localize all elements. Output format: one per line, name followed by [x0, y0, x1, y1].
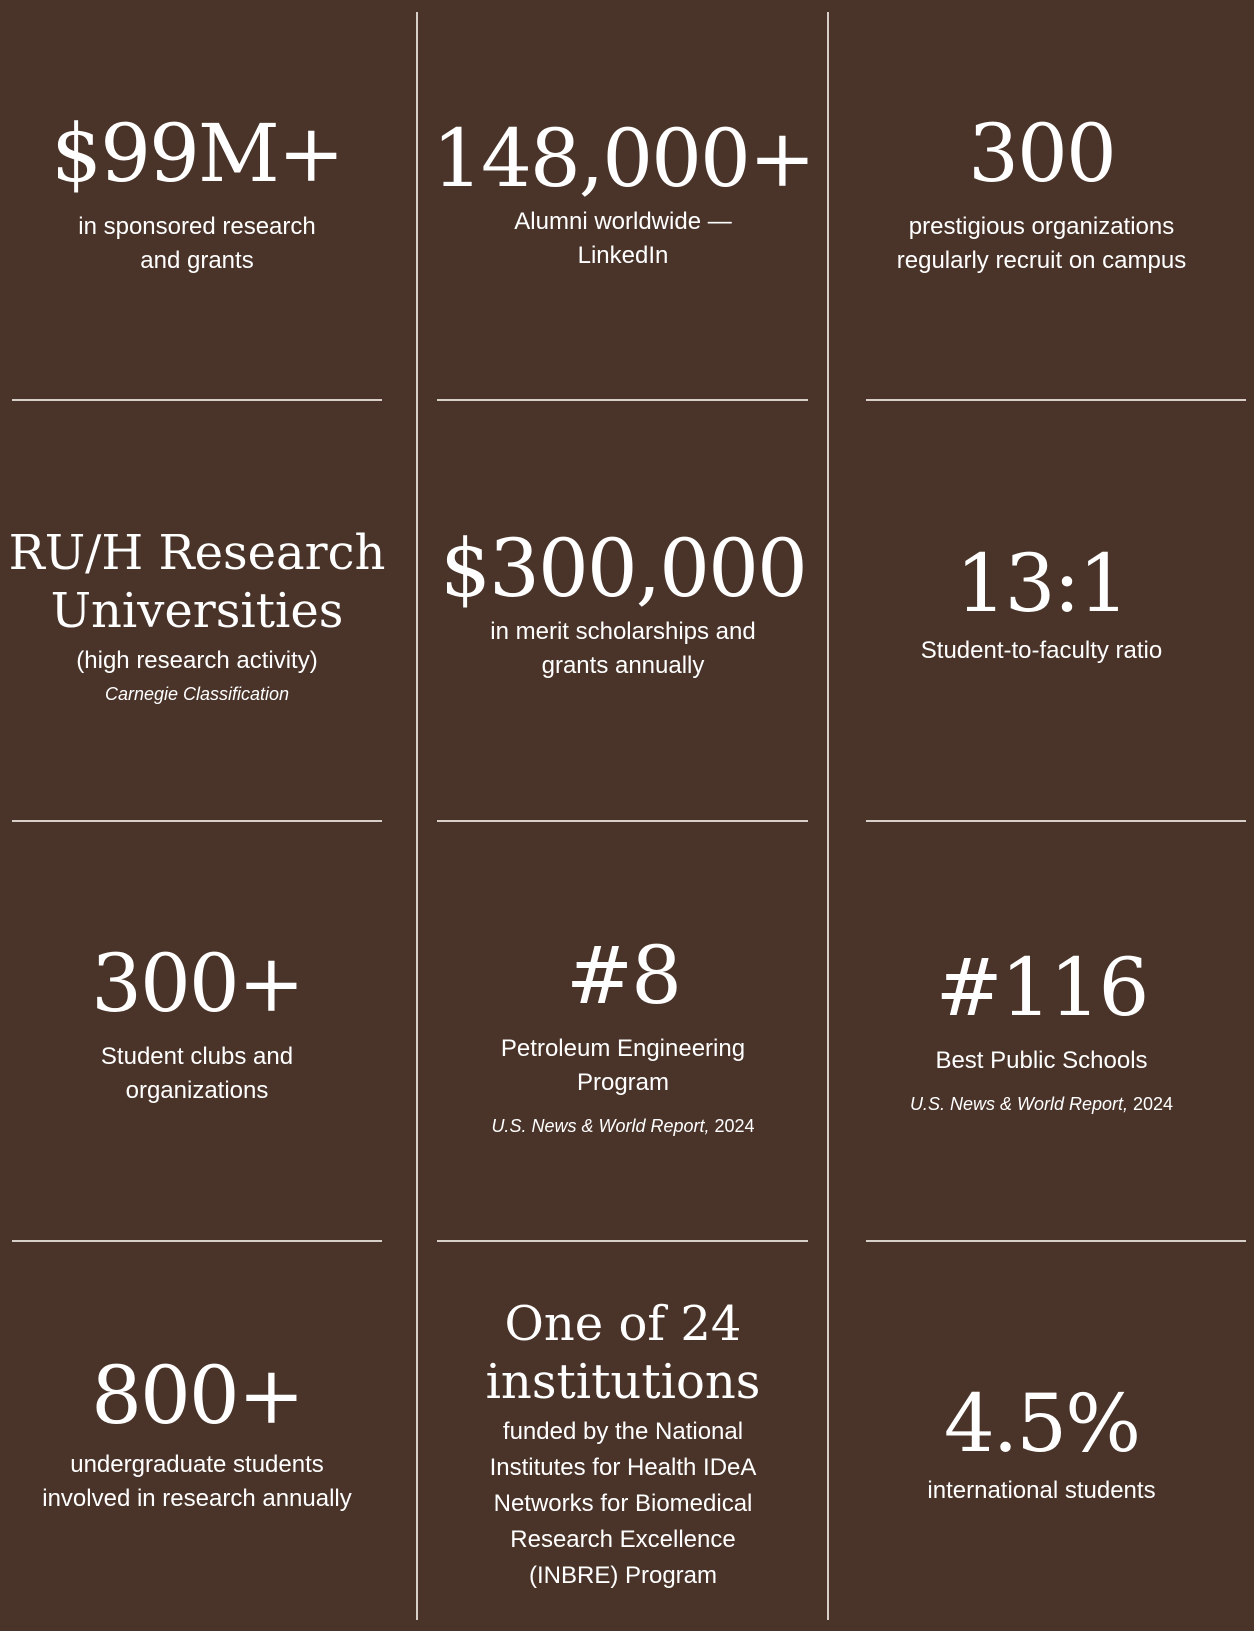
- stat-undergrad-research: [0, 1340, 394, 1530]
- stat-description: international students: [927, 1477, 1156, 1504]
- stat-alumni: [418, 100, 828, 290]
- stat-description: Petroleum Engineering Program: [500, 1034, 746, 1096]
- stat-source: [910, 1094, 1173, 1115]
- stat-description: Best Public Schools: [935, 1046, 1148, 1074]
- stat-description: in merit scholarships and grants annually: [490, 618, 756, 679]
- stat-value: 300+: [91, 937, 303, 1030]
- stat-description: Student clubs and organizations: [100, 1043, 294, 1104]
- stat-international: [829, 1370, 1254, 1520]
- stat-description: funded by the National Institutes for Health IDeA Networks for Biomedical Research Excellence (INBRE) Program: [489, 1417, 757, 1589]
- row-divider: [437, 1240, 808, 1242]
- stat-description: undergraduate students involved in research annually: [42, 1451, 352, 1512]
- row-divider: [437, 820, 808, 822]
- row-divider: [866, 820, 1246, 822]
- source-year: 2024: [1133, 1093, 1174, 1114]
- stat-clubs: [0, 930, 394, 1120]
- stat-value: 300: [968, 107, 1115, 200]
- stat-value: 800+: [91, 1349, 303, 1442]
- source-name: U.S. News & World Report,: [909, 1093, 1128, 1114]
- row-divider: [12, 820, 382, 822]
- stat-value: 13:1: [955, 537, 1128, 630]
- stat-description: Alumni worldwide — LinkedIn: [514, 208, 732, 269]
- stat-research-funding: [0, 100, 394, 290]
- row-divider: [866, 1240, 1246, 1242]
- stat-petroleum-ranking: [418, 920, 828, 1150]
- stat-value: #8: [566, 928, 680, 1022]
- stat-carnegie: [0, 510, 394, 720]
- stat-value: One of 24 institutions: [485, 1296, 761, 1410]
- stat-source: Carnegie Classification: [104, 684, 290, 705]
- stat-value: $99M+: [51, 107, 343, 200]
- stat-public-schools-ranking: [829, 930, 1254, 1130]
- stat-inbre: [418, 1285, 828, 1605]
- stat-recruiters: [829, 100, 1254, 290]
- stat-value: #116: [935, 940, 1148, 1034]
- stat-value: 4.5%: [943, 1377, 1140, 1470]
- stat-description: (high research activity): [76, 647, 318, 675]
- stat-source: [491, 1116, 754, 1137]
- row-divider: [866, 399, 1246, 401]
- source-year: 2024: [714, 1115, 755, 1136]
- stat-value: $300,000: [440, 522, 806, 615]
- stat-description: in sponsored research and grants: [78, 213, 316, 274]
- stat-value: 148,000+: [432, 112, 814, 205]
- stat-value: RU/H Research Universities: [8, 524, 386, 639]
- source-name: U.S. News & World Report,: [491, 1115, 710, 1136]
- stat-description: Student-to-faculty ratio: [920, 637, 1163, 664]
- stat-description: prestigious organizations regularly recruit on campus: [896, 213, 1187, 274]
- row-divider: [12, 1240, 382, 1242]
- stat-ratio: [829, 530, 1254, 680]
- stat-scholarships: [418, 510, 828, 700]
- row-divider: [437, 399, 808, 401]
- row-divider: [12, 399, 382, 401]
